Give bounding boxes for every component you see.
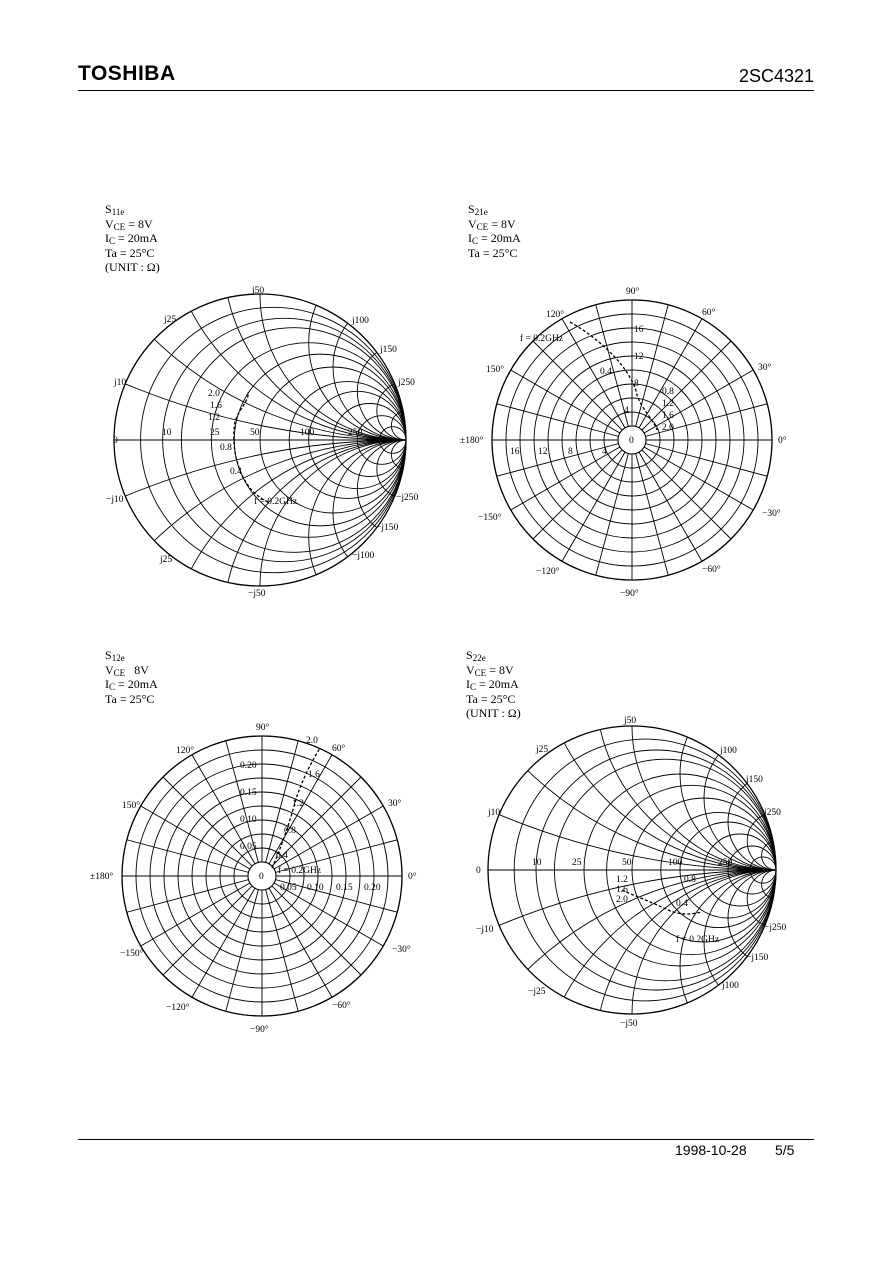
- s11-label-mj10: −j10: [106, 495, 124, 505]
- s21-mag-8: 8: [634, 379, 639, 389]
- s21-freq-0-8: 0.8: [662, 387, 674, 397]
- s22-freq-1-6: 1.6: [616, 885, 628, 895]
- s12-angle-30: 30°: [388, 799, 402, 809]
- s22-label-j150: j150: [746, 775, 763, 785]
- s11-label-zero: 0: [113, 436, 118, 446]
- s21-angle-m30: −30°: [762, 509, 781, 519]
- s11-data-curve: [234, 392, 268, 502]
- s21-radial-12: 12: [538, 447, 548, 457]
- s12-vce: $V_{CE}$ 8V: [105, 662, 149, 678]
- s11-label-top: j50: [252, 286, 265, 296]
- s22-label-top: j50: [624, 716, 637, 726]
- s12-polar-chart: [90, 723, 417, 1035]
- s12-ta: Ta = 25°C: [105, 691, 155, 706]
- s12-angle-60: 60°: [332, 744, 346, 754]
- s12-conditions: [105, 648, 158, 706]
- s22-label-r50: 50: [622, 858, 632, 868]
- s11-freq-2-0: 2.0: [208, 389, 220, 399]
- s12-center-0: 0: [259, 872, 264, 882]
- s12-angle-120: 120°: [176, 746, 195, 756]
- s12-freq-start: f = 0.2GHz: [278, 866, 322, 876]
- s22-label-j10: j10: [488, 808, 501, 818]
- s11-ta: Ta = 25°C: [105, 245, 155, 260]
- s22-label-j250: j250: [764, 808, 781, 818]
- s11-label-r50: 50: [250, 428, 260, 438]
- s11-label-r25: 25: [210, 428, 220, 438]
- reactance-arc: [309, 245, 504, 440]
- reactance-arc: [728, 774, 824, 870]
- reactance-arc: [596, 870, 892, 1230]
- s21-radial-16: 16: [510, 447, 520, 457]
- s11-freq-0-8: 0.8: [220, 443, 232, 453]
- s21-radial-8: 8: [568, 447, 573, 457]
- s21-vce: $V_{CE} = 8V$: [468, 216, 516, 232]
- s11-label-j250: j250: [398, 378, 415, 388]
- s11-label-j10: j10: [114, 378, 127, 388]
- s21-freq-2-0: 2.0: [662, 423, 674, 433]
- reactance-arc: [680, 678, 872, 870]
- s22-ta: Ta = 25°C: [466, 691, 516, 706]
- s12-mag-0-10: 0.10: [240, 815, 257, 825]
- s22-label-r250: 250: [718, 858, 733, 868]
- s12-freq-1-6: 1.6: [308, 770, 320, 780]
- s21-angle-m150: −150°: [478, 513, 502, 523]
- s21-mag-4: 4: [624, 406, 629, 416]
- s11-unit: (UNIT : Ω): [105, 260, 160, 274]
- s21-conditions: [468, 202, 521, 260]
- s21-angle-0: 0°: [778, 436, 787, 446]
- s21-freq-1-6: 1.6: [662, 411, 674, 421]
- reactance-arc: [704, 870, 848, 1014]
- s12-mag-0-05: 0.05: [240, 842, 257, 852]
- reactance-arc: [357, 440, 454, 537]
- s11-vce: $V_{CE} = 8V$: [105, 216, 153, 232]
- s12-angle-150: 150°: [122, 801, 141, 811]
- s21-radial-4: 4: [602, 447, 607, 457]
- s11-freq-1-6: 1.6: [210, 401, 222, 411]
- reactance-arc: [680, 870, 872, 1062]
- s21-angle-30: 30°: [758, 363, 772, 373]
- s22-label-r100: 100: [668, 858, 683, 868]
- s12-angle-m120: −120°: [166, 1003, 190, 1013]
- s22-smith-chart: [476, 716, 787, 1029]
- s11-freq-start: f = 0.2GHz: [254, 497, 298, 507]
- s11-freq-1-2: 1.2: [208, 413, 220, 423]
- s11-label-mj25: j25: [160, 555, 173, 565]
- s22-param: $S_{22e}$: [466, 648, 486, 663]
- s22-label-j25: j25: [536, 745, 549, 755]
- reactance-arc: [728, 870, 824, 966]
- s22-label-mj25: −j25: [528, 987, 546, 997]
- s12-param: $S_{12e}$: [105, 648, 125, 663]
- s22-label-r25: 25: [572, 858, 582, 868]
- s22-freq-0-8: 0.8: [684, 875, 696, 885]
- s22-label-mj100: j100: [722, 981, 739, 991]
- s22-ic: $I_C = 20mA$: [466, 677, 519, 692]
- s22-label-bottom: −j50: [620, 1019, 638, 1029]
- s21-angle-m120: −120°: [536, 567, 560, 577]
- s21-mag-16: 16: [634, 325, 644, 335]
- s12-angle-m90: −90°: [250, 1025, 269, 1035]
- s21-angle-60: 60°: [702, 308, 716, 318]
- s21-freq-0-4: 0.4: [600, 367, 612, 377]
- s21-angle-120: 120°: [546, 310, 565, 320]
- s21-param: $S_{21e}$: [468, 202, 488, 217]
- s12-radial-0-05: 0.05: [280, 883, 297, 893]
- s11-label-mj100: −j100: [352, 551, 375, 561]
- s22-label-mj10: −j10: [476, 925, 494, 935]
- s21-polar-chart: [460, 287, 787, 599]
- s22-label-j100: j100: [720, 746, 737, 756]
- s11-freq-0-4: 0.4: [230, 467, 242, 477]
- s21-angle-m90: −90°: [620, 589, 639, 599]
- s11-label-r100: 100: [300, 428, 315, 438]
- s12-freq-0-4: 0.4: [276, 851, 288, 861]
- s21-angle-180: ±180°: [460, 436, 484, 446]
- footer-page-number: 5/5: [775, 1142, 795, 1158]
- header-rule: [78, 90, 814, 91]
- s12-ic: $I_C = 20mA$: [105, 677, 158, 692]
- s11-label-j100: j100: [352, 316, 369, 326]
- s21-angle-150: 150°: [486, 365, 505, 375]
- s12-freq-2-0: 2.0: [306, 736, 318, 746]
- s21-mag-12: 12: [634, 352, 644, 362]
- part-number: 2SC4321: [738, 66, 814, 86]
- s11-label-bottom: −j50: [248, 589, 266, 599]
- s12-radial-0-10: 0.10: [307, 883, 324, 893]
- reactance-arc: [357, 343, 454, 440]
- s21-data-curve: [570, 322, 657, 430]
- s12-angle-m150: −150°: [120, 949, 144, 959]
- s22-unit: (UNIT : Ω): [466, 706, 521, 720]
- s11-label-j150: j150: [380, 345, 397, 355]
- s22-freq-0-4: 0.4: [676, 899, 688, 909]
- s11-conditions: [105, 202, 160, 275]
- s21-freq-1-2: 1.2: [662, 399, 674, 409]
- s12-angle-m60: −60°: [332, 1001, 351, 1011]
- s22-freq-2-0: 2.0: [616, 895, 628, 905]
- s11-param: $S_{11e}$: [105, 202, 125, 217]
- s11-ic: $I_C = 20mA$: [105, 231, 158, 246]
- reactance-arc: [309, 440, 504, 635]
- reactance-arc: [333, 440, 479, 586]
- s22-freq-1-2: 1.2: [616, 875, 628, 885]
- footer-rule: [78, 1139, 814, 1140]
- s21-ic: $I_C = 20mA$: [468, 231, 521, 246]
- s12-mag-0-15: 0.15: [240, 788, 257, 798]
- s12-angle-90: 90°: [256, 723, 270, 733]
- s22-label-zero: 0: [476, 866, 481, 876]
- brand-logo: TOSHIBA: [78, 62, 176, 85]
- footer-date: 1998-10-28: [675, 1142, 747, 1158]
- s22-label-mj250: −j250: [764, 923, 787, 933]
- reactance-arcs: [56, 0, 892, 1263]
- s12-radial-0-20: 0.20: [364, 883, 381, 893]
- s12-angle-180: ±180°: [90, 872, 114, 882]
- s22-label-r10: 10: [532, 858, 542, 868]
- s21-angle-90: 90°: [626, 287, 640, 297]
- s22-label-mj150: −j150: [746, 953, 769, 963]
- s12-freq-0-8: 0.8: [284, 826, 296, 836]
- s21-angle-m60: −60°: [702, 565, 721, 575]
- s12-angle-m30: −30°: [392, 945, 411, 955]
- s21-freq-start: f = 0.2GHz: [520, 334, 564, 344]
- reactance-arc: [536, 870, 892, 1263]
- s12-radial-0-15: 0.15: [336, 883, 353, 893]
- s11-label-mj250: −j250: [396, 493, 419, 503]
- s11-label-r10: 10: [162, 428, 172, 438]
- s11-label-j25: j25: [164, 315, 177, 325]
- s12-mag-0-20: 0.20: [240, 761, 257, 771]
- s12-angle-0: 0°: [408, 872, 417, 882]
- s22-vce: $V_{CE} = 8V$: [466, 662, 514, 678]
- s22-conditions: [466, 648, 521, 721]
- s12-freq-1-2: 1.2: [292, 799, 304, 809]
- s21-center-0: 0: [629, 436, 634, 446]
- s11-label-mj150: −j150: [376, 523, 399, 533]
- s21-ta: Ta = 25°C: [468, 245, 518, 260]
- s11-label-r250: 250: [348, 428, 363, 438]
- s11-smith-chart: [100, 280, 420, 600]
- s22-freq-start: f = 0.2GHz: [676, 935, 720, 945]
